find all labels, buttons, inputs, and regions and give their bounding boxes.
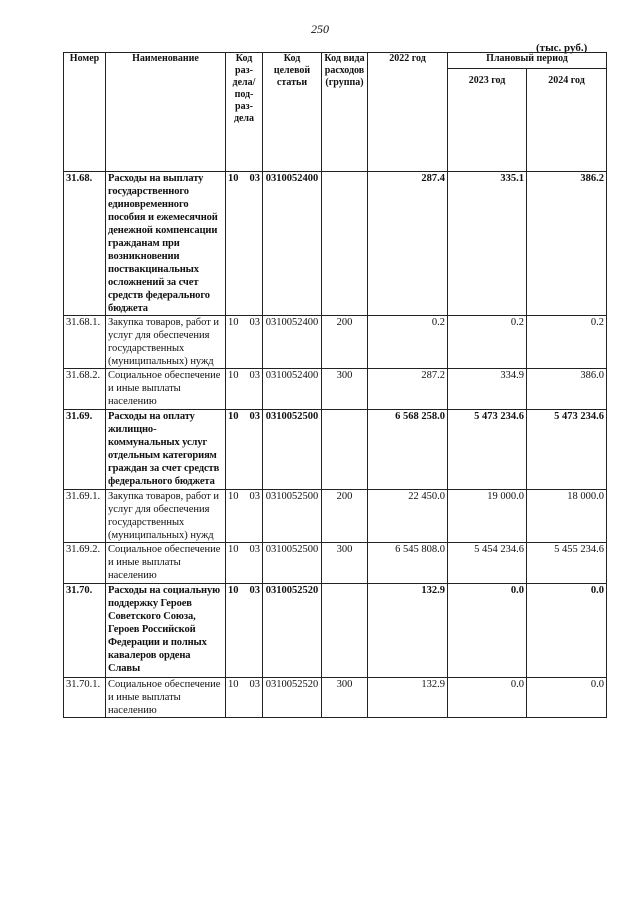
row-razdel [226, 543, 263, 584]
row-razdel [226, 369, 263, 410]
row-expense-type [322, 172, 368, 316]
header-2023: 2023 год [448, 69, 527, 172]
row-amount-2024: 386.0 [527, 369, 607, 410]
row-podrazdel-code: 03 [249, 173, 260, 184]
row-number: 31.70. [64, 584, 106, 678]
header-name: Наименование [106, 53, 226, 172]
header-planned-period: Плановый период [448, 53, 607, 69]
row-expense-type: 300 [322, 678, 368, 718]
row-target-article: 0310052400 [263, 172, 322, 316]
row-amount-2023: 5 454 234.6 [448, 543, 527, 584]
table-row [64, 316, 607, 369]
row-amount-2024: 0.0 [527, 678, 607, 718]
row-amount-2024: 386.2 [527, 172, 607, 316]
row-razdel [226, 316, 263, 369]
header-2024: 2024 год [527, 69, 607, 172]
row-amount-2024: 0.0 [527, 584, 607, 678]
table-row [64, 543, 607, 584]
table-row [64, 584, 607, 678]
header-target-article: Код целевой статьи [263, 53, 322, 172]
header-2022: 2022 год [368, 53, 448, 172]
header-razdel: Код раз-дела/ под-раз-дела [226, 53, 263, 172]
row-razdel-code: 10 [228, 370, 239, 381]
header-number: Номер [64, 53, 106, 172]
row-amount-2022: 6 568 258.0 [368, 410, 448, 490]
row-razdel [226, 410, 263, 490]
row-name: Закупка товаров, работ и услуг для обеспечения государственных (муниципальных) нужд [106, 490, 226, 543]
row-amount-2022: 287.4 [368, 172, 448, 316]
row-razdel-code: 10 [228, 317, 239, 328]
row-name: Расходы на оплату жилищно-коммунальных услуг отдельным категориям граждан за счет средств федерального бюджета [106, 410, 226, 490]
table-row [64, 172, 607, 316]
row-razdel-code: 10 [228, 491, 239, 502]
row-number: 31.69.2. [64, 543, 106, 584]
row-podrazdel-code: 03 [249, 370, 260, 381]
row-amount-2024: 5 455 234.6 [527, 543, 607, 584]
row-amount-2023: 5 473 234.6 [448, 410, 527, 490]
table-row [64, 410, 607, 490]
row-name: Закупка товаров, работ и услуг для обеспечения государственных (муниципальных) нужд [106, 316, 226, 369]
row-razdel [226, 584, 263, 678]
row-amount-2023: 0.0 [448, 678, 527, 718]
row-number: 31.69.1. [64, 490, 106, 543]
row-podrazdel-code: 03 [249, 679, 260, 690]
row-podrazdel-code: 03 [249, 491, 260, 502]
units-label: (тыс. руб.) [536, 42, 588, 54]
row-amount-2022: 287.2 [368, 369, 448, 410]
row-razdel [226, 490, 263, 543]
row-expense-type: 200 [322, 490, 368, 543]
row-expense-type: 300 [322, 543, 368, 584]
row-razdel [226, 678, 263, 718]
row-number: 31.68.1. [64, 316, 106, 369]
row-amount-2024: 5 473 234.6 [527, 410, 607, 490]
row-number: 31.68.2. [64, 369, 106, 410]
row-name: Социальное обеспечение и иные выплаты населению [106, 678, 226, 718]
row-target-article: 0310052500 [263, 410, 322, 490]
row-razdel-code: 10 [228, 544, 239, 555]
row-amount-2024: 18 000.0 [527, 490, 607, 543]
row-amount-2023: 19 000.0 [448, 490, 527, 543]
row-podrazdel-code: 03 [249, 411, 260, 422]
row-target-article: 0310052400 [263, 369, 322, 410]
row-amount-2022: 132.9 [368, 584, 448, 678]
row-number: 31.70.1. [64, 678, 106, 718]
table-row [64, 369, 607, 410]
row-target-article: 0310052520 [263, 678, 322, 718]
row-name: Социальное обеспечение и иные выплаты населению [106, 369, 226, 410]
row-podrazdel-code: 03 [249, 585, 260, 596]
header-expense-type: Код вида расходов (группа) [322, 53, 368, 172]
page-number: 250 [311, 22, 329, 36]
row-expense-type [322, 410, 368, 490]
row-podrazdel-code: 03 [249, 317, 260, 328]
row-expense-type [322, 584, 368, 678]
row-amount-2023: 0.2 [448, 316, 527, 369]
row-amount-2022: 22 450.0 [368, 490, 448, 543]
row-expense-type: 300 [322, 369, 368, 410]
row-target-article: 0310052500 [263, 490, 322, 543]
row-podrazdel-code: 03 [249, 544, 260, 555]
table-row [64, 490, 607, 543]
row-target-article: 0310052400 [263, 316, 322, 369]
row-target-article: 0310052500 [263, 543, 322, 584]
row-name: Расходы на социальную поддержку Героев Советского Союза, Героев Российской Федерации и полных кавалеров ордена Славы [106, 584, 226, 678]
row-amount-2024: 0.2 [527, 316, 607, 369]
table-row [64, 678, 607, 718]
row-target-article: 0310052520 [263, 584, 322, 678]
row-razdel-code: 10 [228, 585, 239, 596]
row-amount-2023: 335.1 [448, 172, 527, 316]
row-amount-2022: 6 545 808.0 [368, 543, 448, 584]
row-number: 31.68. [64, 172, 106, 316]
row-razdel [226, 172, 263, 316]
row-amount-2022: 0.2 [368, 316, 448, 369]
row-name: Социальное обеспечение и иные выплаты населению [106, 543, 226, 584]
row-amount-2023: 0.0 [448, 584, 527, 678]
row-razdel-code: 10 [228, 679, 239, 690]
row-amount-2022: 132.9 [368, 678, 448, 718]
row-amount-2023: 334.9 [448, 369, 527, 410]
row-razdel-code: 10 [228, 411, 239, 422]
row-name: Расходы на выплату государственного единовременного пособия и ежемесячной денежной компенсации гражданам при возникновении поствакцинальных осложнений за счет средств федерального бюджета [106, 172, 226, 316]
row-razdel-code: 10 [228, 173, 239, 184]
budget-table [63, 52, 607, 718]
row-expense-type: 200 [322, 316, 368, 369]
row-number: 31.69. [64, 410, 106, 490]
